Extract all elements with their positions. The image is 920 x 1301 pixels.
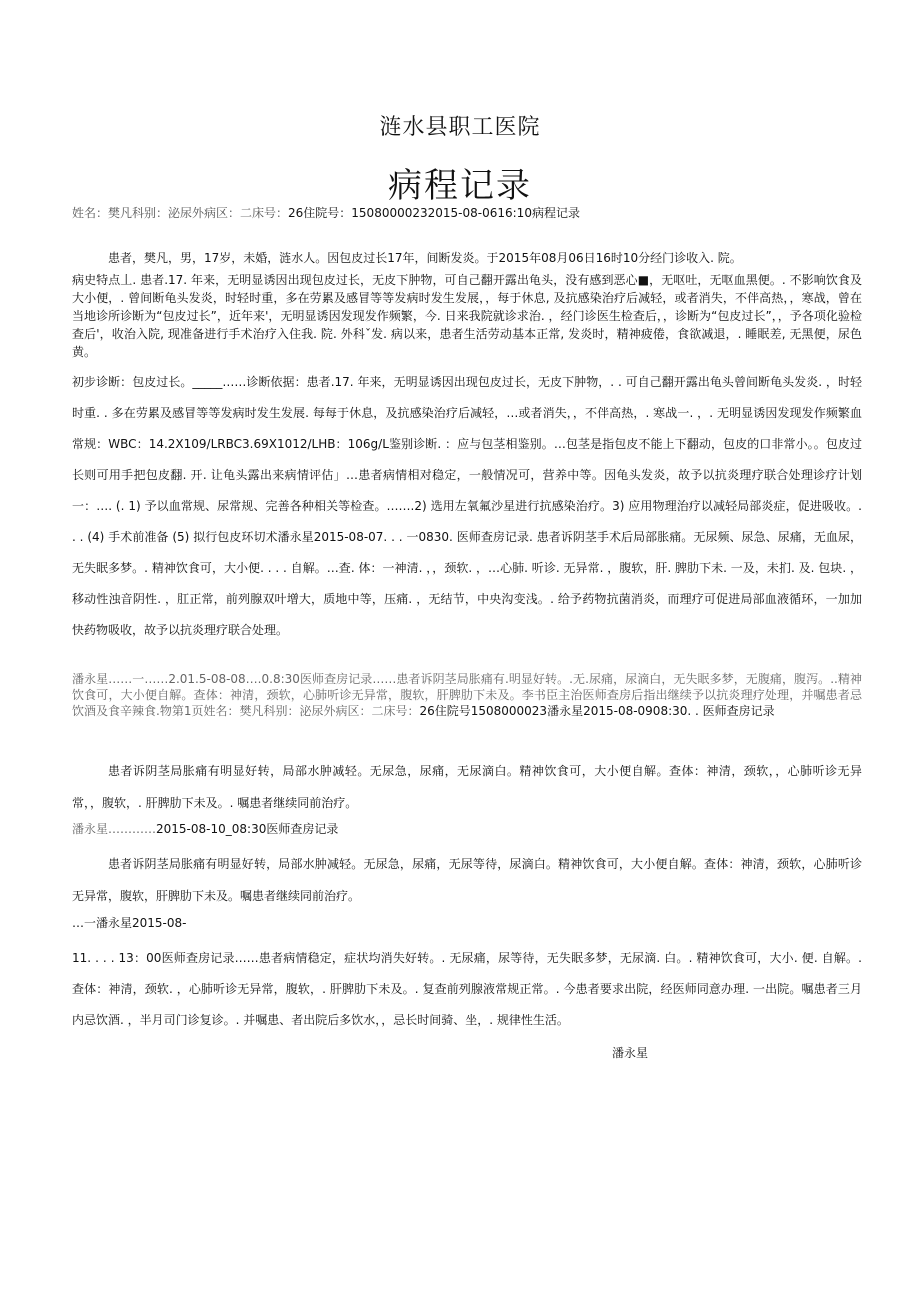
ward-round-0811-heading [72,914,862,932]
patient-info-label: 姓名：樊凡科别：泌尿外病区：二床号： [72,206,289,220]
ward-round-0810-heading-text [72,820,862,838]
ward-round-0809 [72,755,862,819]
ward-round-0808-text [72,671,862,719]
ward-round-0810 [72,848,862,912]
history-text: 病史特点丄. 患者.17. 年来，无明显诱因出现包皮过长，无皮下肿物，可自己翻开露出龟头，没有感到恶心■，无呕吐，无呕血黑便。. 不影响饮食及大小便，. 曾间断龟头发炎，时轻时重，多在劳累及感冒等等发病时发生发展，，每于休息, 及抗感染治疗后减轻，或者消失，不伴高热，，寒战，曾在当地诊所诊断为“包皮过长”，近年来'，无明显诱因发现发作频繁，今. 日来我院就诊求治. ，经门诊医生检查后，，诊断为“包皮过长”，，予各项化验检查后'，收治入院, 现准备进行手术治疗入住我. 院. 外科ˇ发. 病以来，患者生活劳动基本正常, 发炎时，精神疲倦，食欲减退，. 睡眠差, 无黑便，尿色黄。 [72,273,862,359]
ward-round-0809-heading: 26住院号1508000023潘永星2015-08-0908:30. . 医师查房记录 [419,704,775,718]
ward-round-0810-text: 患者诉阴茎局胀痛有明显好转，局部水肿减轻。无尿急，尿痛，无尿等待，尿滴白。精神饮食可，大小便自解。查体：神清，颈软，心肺听诊无异常，腹软，肝脾肋下未及。嘱患者继续同前治疗。 [72,857,862,903]
doctor-name-0810: 潘永星………… [72,822,157,836]
diagnosis-text: 初步诊断：包皮过长。_____……诊断依据：患者.17. 年来，无明显诱因出现包皮过长，无皮下肿物，. . 可自己翻开露出龟头曾间断龟头发炎. ，时轻时重. . 多在劳累及感冒等等发病时发生发展. 每每于休息，及抗感染治疗后减轻，…或者消失，，不伴高热，. 寒战一. ，. 无明显诱因发现发作频繁血常规：WBC：14.2X109/LRBC3.69X1012/LHB：106g/L鉴别诊断. ：应与包茎相鉴别。…包茎是指包皮不能上下翻动，包皮的口非常小。。包皮过长则可用手把包皮翻. 开. 让龟头露出来病情评估」…患者病情相对稳定，一般情况可，营养中等。因龟头发炎，故予以抗炎理疗联合处理诊疗计划一：…. (. 1) 予以血常规、尿常规、完善各种相关等检查。…….2) 选用左氧氟沙星进行抗感染治疗。3) 应用物理治疗以减轻局部炎症，促进吸收。. . . (4) 手术前准备 (5) 拟行包皮环切术潘永星2015-08-07. . . 一0830. 医师查房记录. 患者诉阴茎手术后局部胀痛。无尿频、尿急、尿痛，无血尿，无失眠多梦。. 精神饮食可，大小便. . . . 自解。…查. 体：一神清. ，，颈软. ，…心肺. 听诊. 无异常. ，腹软，肝. 脾肋下未. 一及，未扪. 及. 包块. ，移动性浊音阴性. ，肛正常，前列腺双叶增大，质地中等，压痛. ，无结节，中央沟变浅。. 给予药物抗菌消炎，而理疗可促进局部血液循环，一加加快药物吸收，故予以抗炎理疗联合处理。 [72,375,862,637]
patient-info-line [72,204,580,221]
ward-round-0808-body: 潘永星……一……2.01.5-08-08….0.8:30医师查房记录……患者诉阴茎局胀痛有.明显好转。.无.尿痛，尿滴白，无失眠多梦，无腹痛，腹泻。..精神饮食可，大小便自解。查体：神清，颈软，心肺听诊无异常，腹软，肝脾肋下未及。李书臣主治医师查房后指出继续予以抗炎理疗处理，并嘱患者忌饮酒及食辛辣食.物第1页姓名：樊凡科别：泌尿外病区：二床号： [72,672,862,718]
ward-round-0808 [72,671,862,719]
ward-round-0810-date: 2015-08-10_08:30医师查房记录 [156,822,339,836]
history-paragraph [72,271,862,361]
document-title: 病程记录 [388,166,532,206]
hospital-name: 涟水县职工医院 [379,115,541,140]
physician-signature: 潘永星 [612,1046,649,1060]
ward-round-0810-heading [72,820,862,838]
patient-info-value: 26住院号：15080000232015-08-0616:10病程记录 [288,206,580,220]
diagnosis-paragraph [72,367,862,646]
admission-paragraph [72,247,862,269]
admission-text: 患者，樊凡，男，17岁，未婚，涟水人。因包皮过长17年，间断发炎。于2015年08月06日16时10分经门诊收入. 院。 [108,251,742,265]
ward-round-0811 [72,943,862,1036]
signature-block [612,1044,732,1062]
ward-round-0811-text: 11. . . . 13：00医师查房记录……患者病情稳定，症状均消失好转。. 无尿痛，尿等待，无失眠多梦，无尿滴. 白。. 精神饮食可，大小. 便. 自解。. 查体：神清，颈软. ，心肺听诊无异常，腹软，. 肝脾肋下未及。. 复查前列腺液常规正常。. 今患者要求出院，经医师同意办理. 一出院。嘱患者三月内忌饮酒. ，半月司门诊复诊。. 并嘱患、者出院后多饮水，，忌长时间骑、坐，. 规律性生活。 [72,951,862,1027]
ward-round-0811-heading-text: …一潘永星2015-08- [72,916,187,930]
ward-round-0809-text: 患者诉阴茎局胀痛有明显好转，局部水肿减轻。无尿急，尿痛，无尿滴白。精神饮食可，大小便自解。查体：神清，颈软，，心肺听诊无异常，，腹软，. 肝脾肋下未及。. 嘱患者继续同前治疗。 [72,764,862,810]
